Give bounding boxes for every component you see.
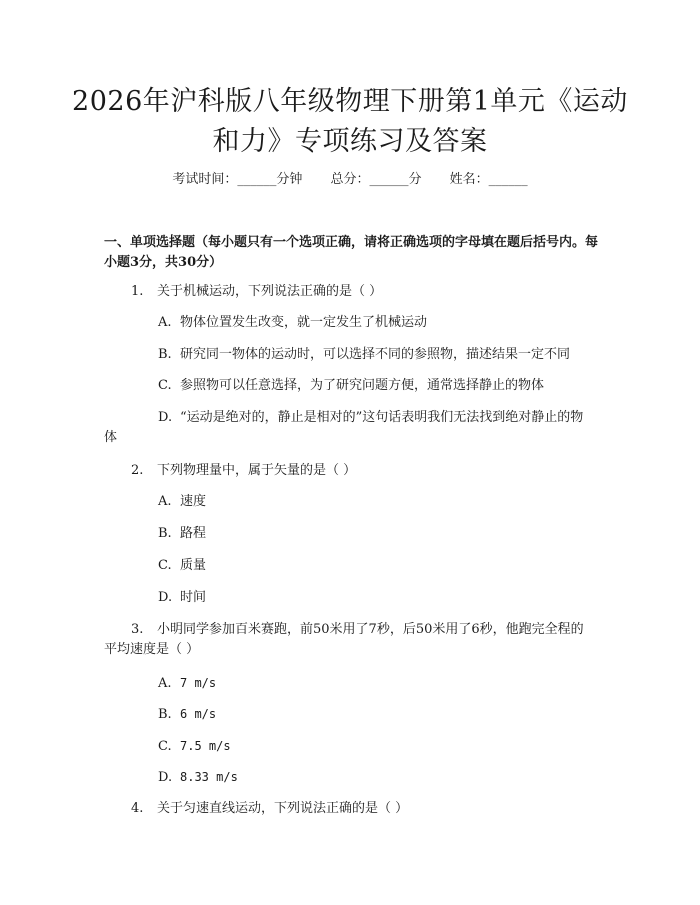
option-text: 7.5 m/s [180, 739, 231, 753]
option-3a [158, 673, 216, 694]
option-letter: B. [158, 707, 172, 722]
question-text: 关于机械运动，下列说法正确的是（ ） [157, 284, 383, 299]
option-letter: D. [158, 590, 173, 605]
option-2a [158, 492, 206, 512]
question-4 [131, 799, 408, 819]
option-letter: B. [158, 347, 172, 362]
option-text: 质量 [180, 558, 207, 573]
question-text: 关于匀速直线运动，下列说法正确的是（ ） [157, 801, 409, 816]
option-2c [158, 556, 206, 576]
option-2d [158, 588, 206, 608]
question-text: 下列物理量中，属于矢量的是（ ） [157, 463, 357, 478]
option-1d [104, 408, 594, 448]
option-text: 参照物可以任意选择，为了研究问题方便，通常选择静止的物体 [180, 378, 545, 393]
option-text: 时间 [180, 590, 207, 605]
question-number: 4. [131, 801, 144, 816]
exam-time: 考试时间：______分钟 [172, 172, 303, 187]
page-title: 2026年沪科版八年级物理下册第1单元《运动和力》专项练习及答案 [72, 86, 628, 157]
option-text: 6 m/s [180, 707, 217, 721]
option-text: 研究同一物体的运动时，可以选择不同的参照物，描述结果一定不同 [180, 347, 571, 362]
option-text: “运动是绝对的，静止是相对的”这句话表明我们无法找到绝对静止的物体 [104, 410, 584, 445]
question-number: 3. [131, 622, 144, 637]
question-text: 小明同学参加百米赛跑，前50米用了7秒，后50米用了6秒，他跑完全程的平均速度是（ ） [104, 622, 584, 657]
option-text: 物体位置发生改变，就一定发生了机械运动 [180, 315, 428, 330]
option-3b [158, 704, 216, 725]
option-text: 8.33 m/s [180, 770, 238, 784]
question-3 [104, 620, 594, 660]
option-1c [158, 376, 544, 396]
option-letter: D. [158, 410, 173, 425]
option-1a [158, 313, 427, 333]
question-2 [131, 461, 356, 481]
option-text: 路程 [180, 526, 207, 541]
option-1b [158, 345, 570, 365]
option-2b [158, 524, 206, 544]
option-letter: C. [158, 558, 172, 573]
option-letter: A. [158, 315, 172, 330]
exam-score: 总分：______分 [330, 172, 422, 187]
option-letter: C. [158, 378, 172, 393]
exam-info [0, 168, 700, 187]
option-text: 速度 [180, 494, 207, 509]
option-letter: A. [158, 676, 172, 691]
section-heading: 一、单项选择题（每小题只有一个选项正确，请将正确选项的字母填在题后括号内。每小题3分，共30分） [104, 235, 599, 270]
option-letter: A. [158, 494, 172, 509]
option-text: 7 m/s [180, 676, 217, 690]
question-number: 1. [131, 284, 144, 299]
student-name: 姓名：______ [449, 172, 528, 187]
option-letter: D. [158, 770, 173, 785]
option-letter: B. [158, 526, 172, 541]
question-number: 2. [131, 463, 144, 478]
option-letter: C. [158, 739, 172, 754]
option-3d [158, 767, 238, 788]
option-3c [158, 736, 231, 757]
question-1 [131, 282, 382, 302]
